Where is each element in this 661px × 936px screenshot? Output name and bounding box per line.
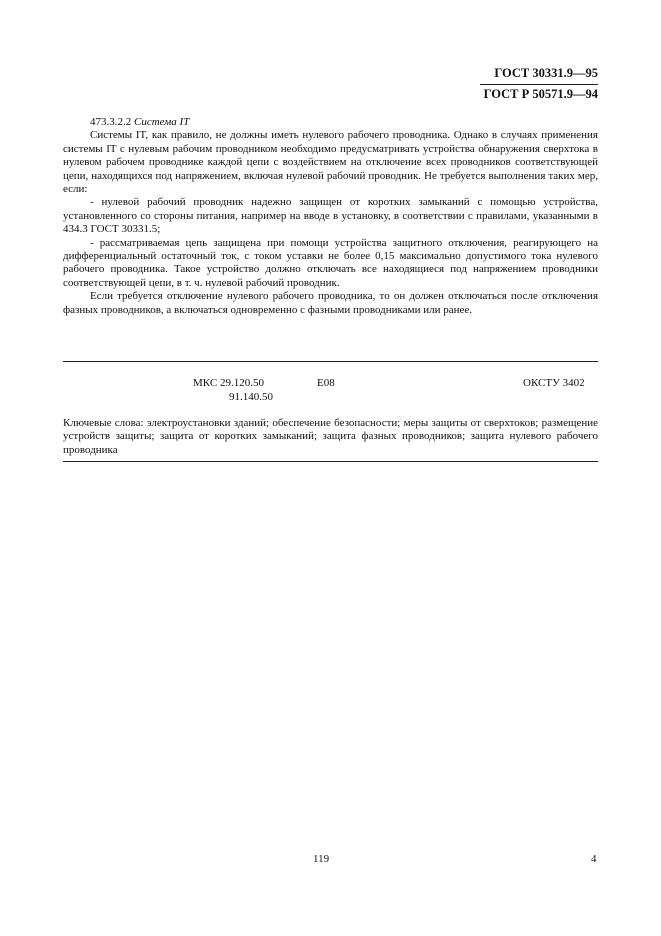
keywords: Ключевые слова: электроустановки зданий; обеспечение безопасности; меры защиты от сверхтоков; размещение устройств защиты; защита от коротких замыканий; защита фазных проводников; защита нулевого рабочего проводника	[63, 417, 598, 456]
page-number: 119	[313, 853, 330, 865]
section-title: Система IT	[134, 116, 190, 128]
mks-label: МКС	[193, 377, 218, 389]
mks-code-1: 29.120.50	[219, 377, 264, 389]
paragraph-4: Если требуется отключение нулевого рабочего проводника, то он должен отключаться после отключения фазных проводников, а включаться одновременно с фазными проводниками или ранее.	[63, 290, 598, 316]
divider-bottom	[63, 461, 598, 462]
paragraph-1: Системы IT, как правило, не должны иметь нулевого рабочего проводника. Однако в случаях применения системы IT с нулевым рабочим проводником необходимо предусматривать устройства обнаружения сверхтока в нулевом рабочем проводнике каждой цепи с воздействием на отключение всех проводников соответствующей цепи, находящихся под напряжением, включая нулевой рабочий проводник. Не требуется выполнения таких мер, если:	[63, 129, 598, 196]
gost-number-2: ГОСТ Р 50571.9—94	[483, 87, 598, 101]
group-code: Е08	[317, 377, 335, 389]
paragraph-3: - рассматриваемая цепь защищена при помощи устройства защитного отключения, реагирующего на дифференциальный остаточный ток, с током уставки не более 0,15 максимально допустимого тока нулевого рабочего проводника. Такое устройство должно отключать все находящиеся под напряжением проводники соответствующей цепи, в т. ч. нулевой рабочий проводник.	[63, 236, 598, 289]
mks-code-2: 91.140.50	[229, 391, 273, 403]
sheet-number: 4	[591, 853, 597, 865]
paragraph-2: - нулевой рабочий проводник надежно защищен от коротких замыканий с помощью устройства, установленного со стороны питания, например на вводе в установку, в соответствии с правилами, указанными в 434.3 ГОСТ 30331.5;	[63, 196, 598, 236]
divider-top	[63, 361, 598, 362]
section-number: 473.3.2.2	[90, 116, 132, 128]
gost-number-1: ГОСТ 30331.9—95	[494, 66, 598, 80]
okstu-code: ОКСТУ 3402	[523, 377, 585, 389]
mks-code-line-1	[193, 377, 264, 390]
main-text	[63, 116, 598, 317]
header-divider	[480, 84, 598, 85]
section-heading	[63, 116, 598, 129]
